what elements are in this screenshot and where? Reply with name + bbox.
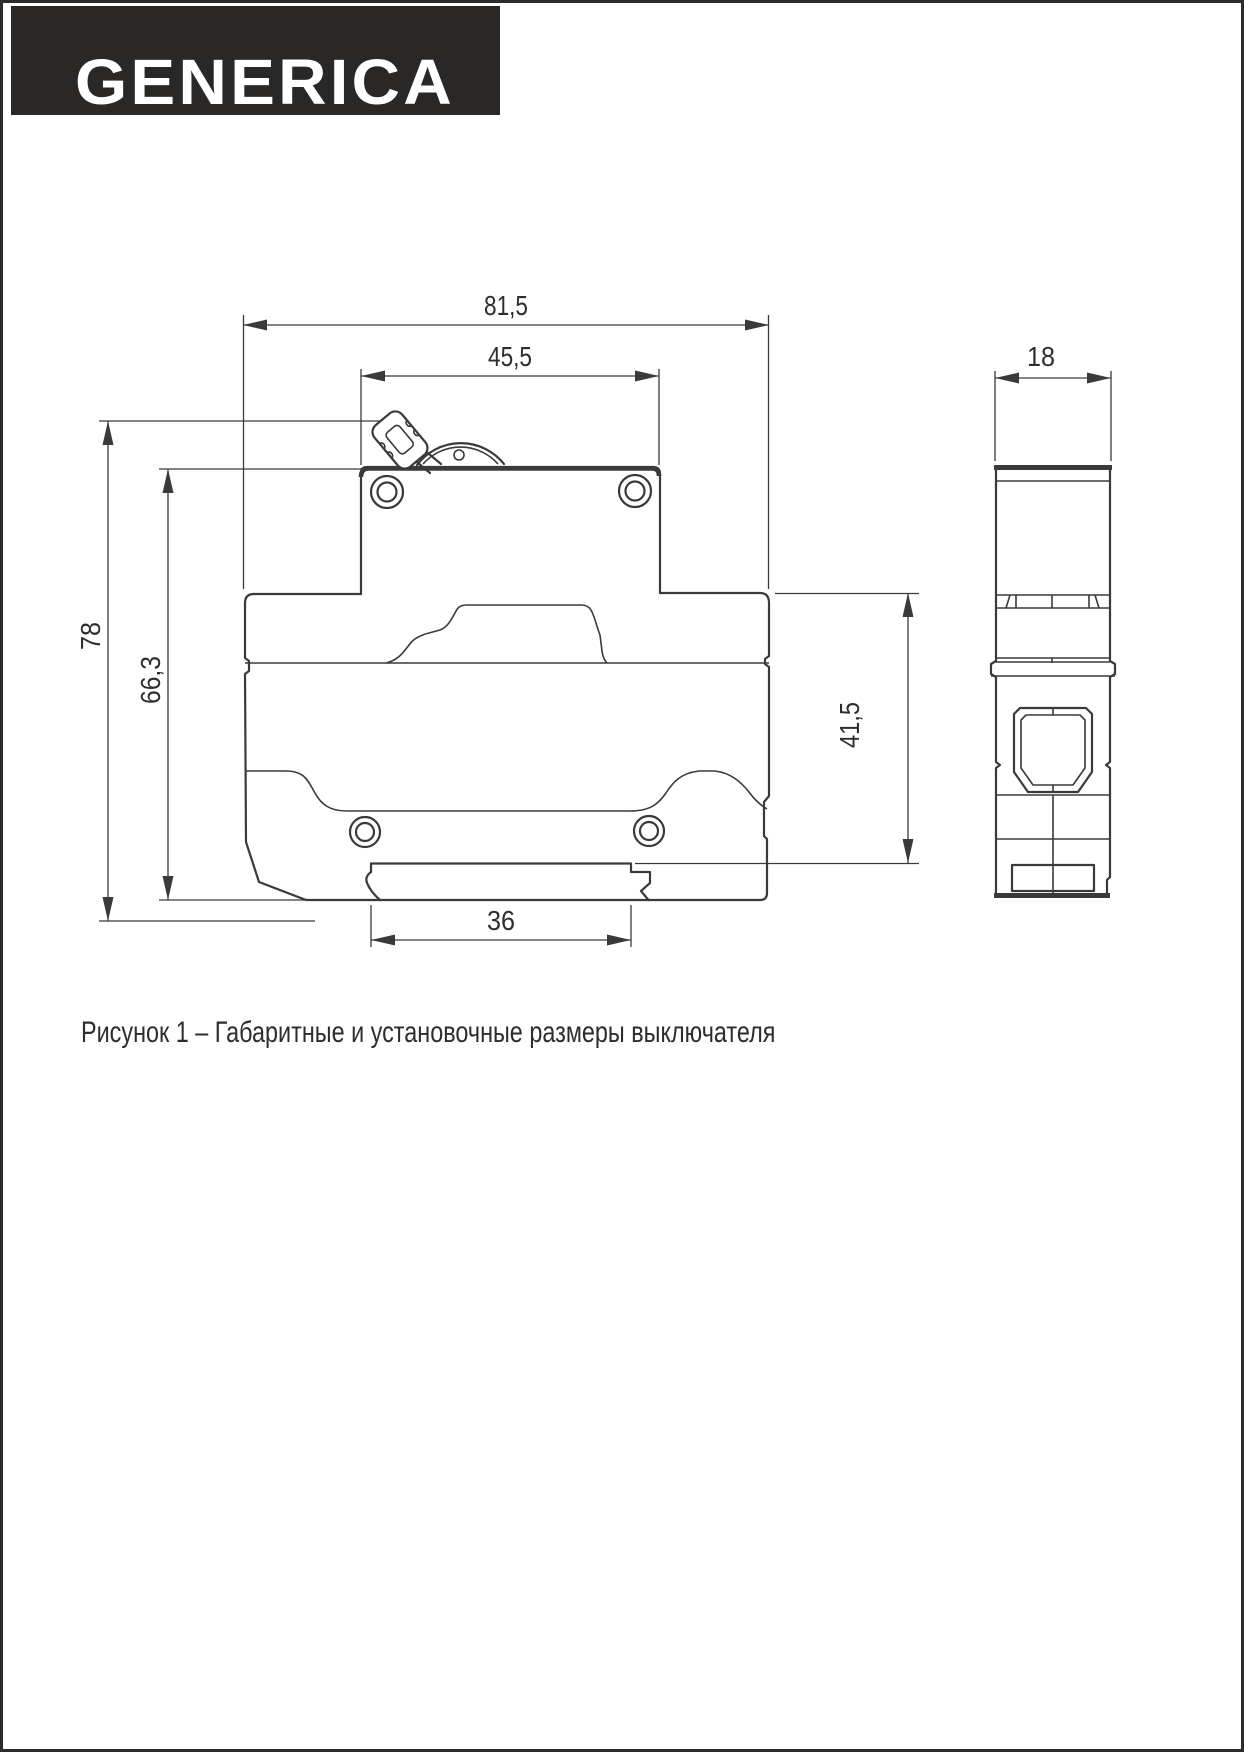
dim-body-height — [135, 469, 174, 900]
dim-din-slot — [371, 905, 631, 946]
inner-cover-hump — [386, 605, 607, 663]
front-view — [75, 290, 919, 947]
dim-mount-height — [834, 593, 914, 863]
side-handle-window — [1014, 708, 1092, 792]
dim-cap-width — [361, 341, 659, 382]
dim-label-depth: 18 — [1027, 341, 1055, 372]
cap-screw-holes — [371, 475, 651, 508]
dim-overall-width — [243, 290, 769, 331]
dim-label-total-height: 78 — [75, 618, 106, 650]
extension-lines — [99, 315, 919, 947]
din-rail-foot — [366, 864, 650, 901]
side-view — [991, 341, 1115, 898]
cap-top-edge — [361, 469, 659, 478]
toggle-lever — [369, 408, 441, 473]
dim-label-din-slot: 36 — [487, 905, 515, 936]
dim-label-cap-width: 45,5 — [488, 341, 532, 372]
lower-screw-holes — [350, 816, 664, 847]
dim-label-mount-height: 41,5 — [834, 693, 865, 748]
breaker-body-outline — [245, 467, 769, 900]
lower-wave-line — [245, 771, 767, 811]
side-horizontal-lines — [991, 481, 1115, 893]
dim-label-body-height: 66,3 — [135, 649, 166, 704]
dim-total-height — [75, 421, 114, 921]
side-bottom-band — [994, 893, 1110, 898]
side-right-edge — [1106, 470, 1115, 894]
side-left-edge — [991, 470, 1000, 894]
figure-caption: Рисунок 1 – Габаритные и установочные размеры выключателя — [81, 1016, 776, 1049]
side-top-band — [994, 465, 1112, 470]
dim-label-overall-width: 81,5 — [484, 290, 528, 321]
technical-drawing — [3, 3, 1244, 1752]
dim-depth — [995, 341, 1111, 461]
brand-logo: GENERICA — [75, 46, 455, 118]
